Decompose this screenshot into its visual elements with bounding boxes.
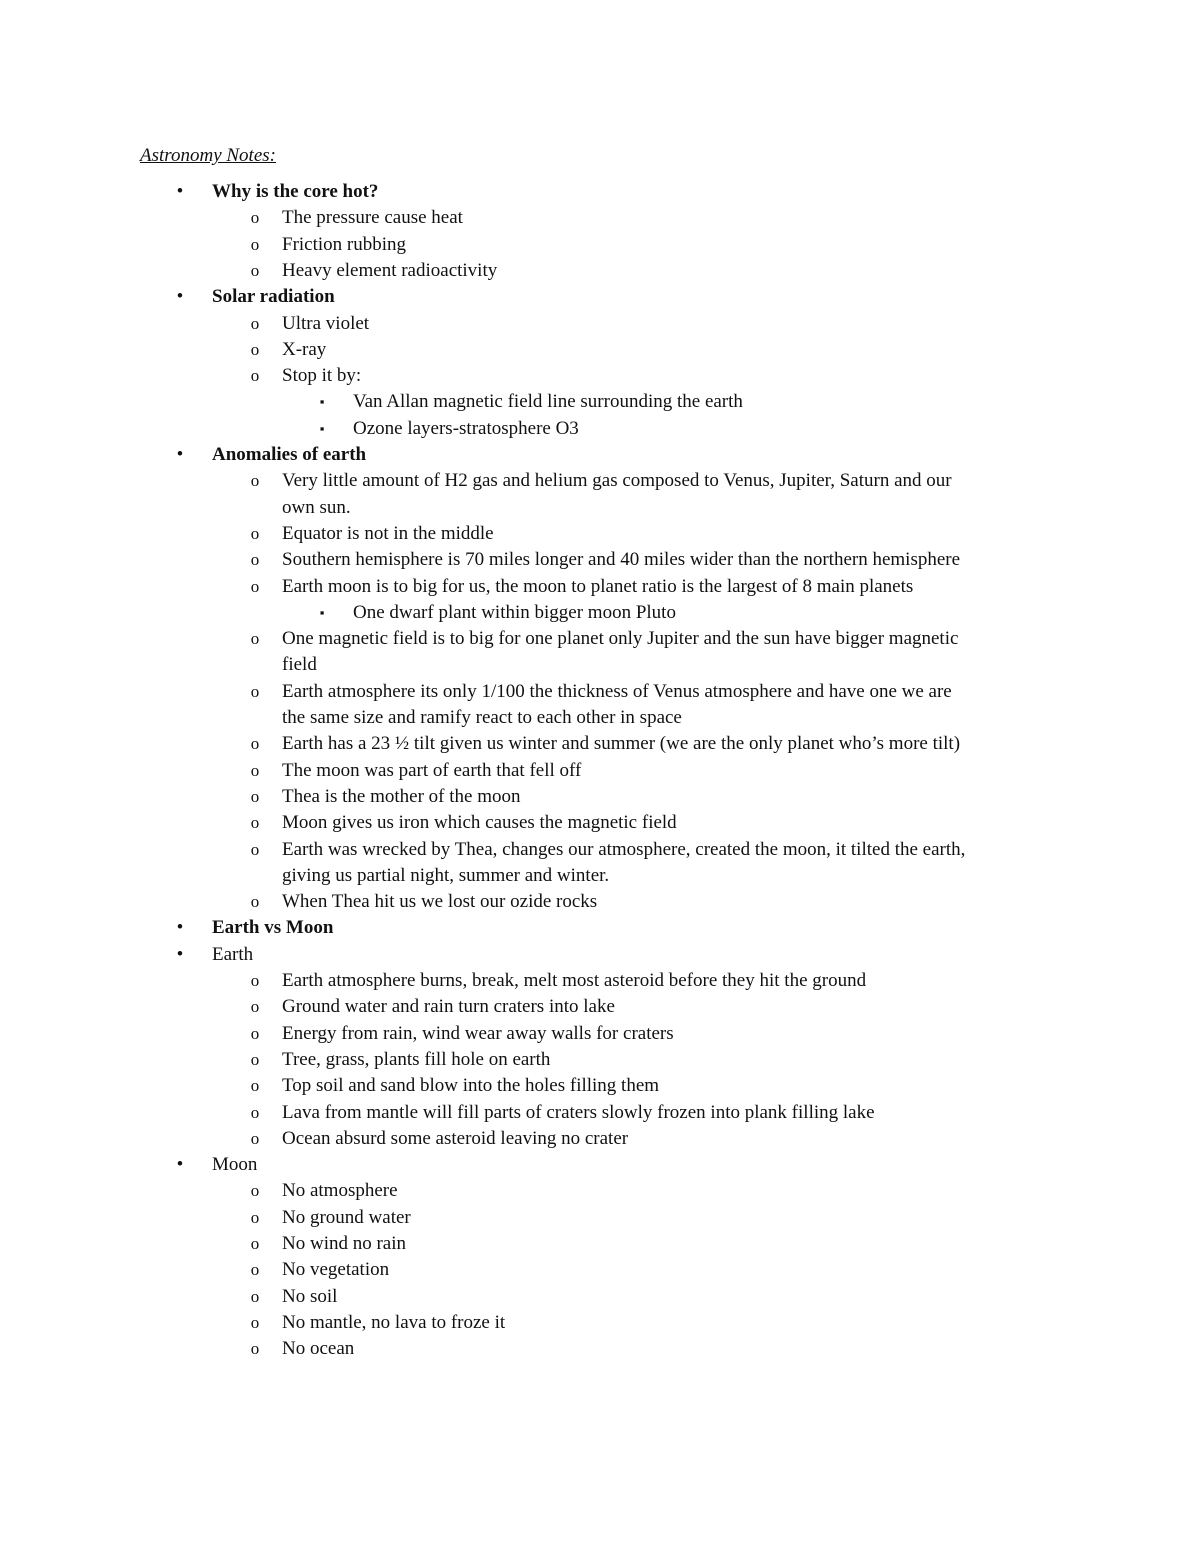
bullet-circle-icon: o <box>250 1076 260 1095</box>
bullet-circle-icon: o <box>250 734 260 753</box>
bullet-circle-icon: o <box>250 840 260 859</box>
list-item-continuation: the same size and ramify react to each other in space <box>282 707 682 728</box>
bullet-circle-icon: o <box>250 366 260 385</box>
list-item: Ozone layers-stratosphere O3 <box>353 418 579 439</box>
bullet-circle-icon: o <box>250 1129 260 1148</box>
list-item-continuation: own sun. <box>282 497 351 518</box>
list-item: Lava from mantle will fill parts of craters slowly frozen into plank filling lake <box>282 1102 875 1123</box>
bullet-circle-icon: o <box>250 1234 260 1253</box>
bullet-circle-icon: o <box>250 892 260 911</box>
list-item: The moon was part of earth that fell off <box>282 760 582 781</box>
bullet-circle-icon: o <box>250 1103 260 1122</box>
document-title: Astronomy Notes: <box>140 145 276 166</box>
list-item: No wind no rain <box>282 1233 407 1254</box>
list-item: No mantle, no lava to froze it <box>282 1312 506 1333</box>
list-item-continuation: field <box>282 654 317 675</box>
bullet-dot-icon: • <box>176 944 184 965</box>
list-item: Top soil and sand blow into the holes filling them <box>282 1075 660 1096</box>
list-item: Thea is the mother of the moon <box>282 786 521 807</box>
section-heading: Anomalies of earth <box>212 444 367 465</box>
list-item: Equator is not in the middle <box>282 523 494 544</box>
bullet-circle-icon: o <box>250 629 260 648</box>
list-item: Earth atmosphere burns, break, melt most asteroid before they hit the ground <box>282 970 867 991</box>
bullet-circle-icon: o <box>250 340 260 359</box>
bullet-square-icon: ▪ <box>319 421 325 436</box>
bullet-circle-icon: o <box>250 1260 260 1279</box>
bullet-circle-icon: o <box>250 1208 260 1227</box>
bullet-circle-icon: o <box>250 787 260 806</box>
bullet-circle-icon: o <box>250 471 260 490</box>
bullet-square-icon: ▪ <box>319 605 325 620</box>
list-item: The pressure cause heat <box>282 207 463 228</box>
list-item: No atmosphere <box>282 1180 398 1201</box>
list-item: Earth has a 23 ½ tilt given us winter and summer (we are the only planet who’s more tilt) <box>282 733 961 754</box>
list-item: X-ray <box>282 339 327 360</box>
list-item: One dwarf plant within bigger moon Pluto <box>353 602 676 623</box>
list-item: No soil <box>282 1286 338 1307</box>
bullet-circle-icon: o <box>250 813 260 832</box>
section-heading: Earth vs Moon <box>212 917 334 938</box>
bullet-circle-icon: o <box>250 524 260 543</box>
bullet-circle-icon: o <box>250 1181 260 1200</box>
bullet-circle-icon: o <box>250 761 260 780</box>
list-item: Friction rubbing <box>282 234 407 255</box>
bullet-circle-icon: o <box>250 235 260 254</box>
list-item: Ground water and rain turn craters into lake <box>282 996 615 1017</box>
list-item: Very little amount of H2 gas and helium gas composed to Venus, Jupiter, Saturn and our <box>282 470 952 491</box>
list-item: Energy from rain, wind wear away walls for craters <box>282 1023 674 1044</box>
bullet-circle-icon: o <box>250 550 260 569</box>
list-item: Stop it by: <box>282 365 362 386</box>
list-item: When Thea hit us we lost our ozide rocks <box>282 891 598 912</box>
bullet-circle-icon: o <box>250 1313 260 1332</box>
bullet-circle-icon: o <box>250 1287 260 1306</box>
bullet-dot-icon: • <box>176 917 184 938</box>
list-item: Earth moon is to big for us, the moon to planet ratio is the largest of 8 main planets <box>282 576 914 597</box>
bullet-dot-icon: • <box>176 1154 184 1175</box>
bullet-circle-icon: o <box>250 971 260 990</box>
section-heading: Solar radiation <box>212 286 335 307</box>
list-item: Heavy element radioactivity <box>282 260 498 281</box>
list-item: Earth <box>212 944 254 965</box>
list-item: Earth atmosphere its only 1/100 the thickness of Venus atmosphere and have one we are <box>282 681 952 702</box>
bullet-circle-icon: o <box>250 682 260 701</box>
bullet-square-icon: ▪ <box>319 394 325 409</box>
bullet-circle-icon: o <box>250 208 260 227</box>
bullet-circle-icon: o <box>250 261 260 280</box>
bullet-circle-icon: o <box>250 1050 260 1069</box>
list-item-continuation: giving us partial night, summer and winter. <box>282 865 610 886</box>
list-item: No vegetation <box>282 1259 390 1280</box>
list-item: Tree, grass, plants fill hole on earth <box>282 1049 551 1070</box>
bullet-circle-icon: o <box>250 997 260 1016</box>
list-item: Ocean absurd some asteroid leaving no crater <box>282 1128 629 1149</box>
list-item: No ground water <box>282 1207 411 1228</box>
bullet-circle-icon: o <box>250 1024 260 1043</box>
bullet-dot-icon: • <box>176 181 184 202</box>
bullet-dot-icon: • <box>176 286 184 307</box>
bullet-circle-icon: o <box>250 314 260 333</box>
section-heading: Why is the core hot? <box>212 181 379 202</box>
list-item: Moon <box>212 1154 258 1175</box>
list-item: Earth was wrecked by Thea, changes our atmosphere, created the moon, it tilted the earth, <box>282 839 966 860</box>
list-item: Moon gives us iron which causes the magnetic field <box>282 812 677 833</box>
list-item: No ocean <box>282 1338 355 1359</box>
list-item: Southern hemisphere is 70 miles longer and 40 miles wider than the northern hemisphere <box>282 549 961 570</box>
list-item: One magnetic field is to big for one planet only Jupiter and the sun have bigger magnetic <box>282 628 959 649</box>
list-item: Ultra violet <box>282 313 370 334</box>
bullet-circle-icon: o <box>250 1339 260 1358</box>
bullet-dot-icon: • <box>176 444 184 465</box>
bullet-circle-icon: o <box>250 577 260 596</box>
list-item: Van Allan magnetic field line surrounding the earth <box>353 391 743 412</box>
